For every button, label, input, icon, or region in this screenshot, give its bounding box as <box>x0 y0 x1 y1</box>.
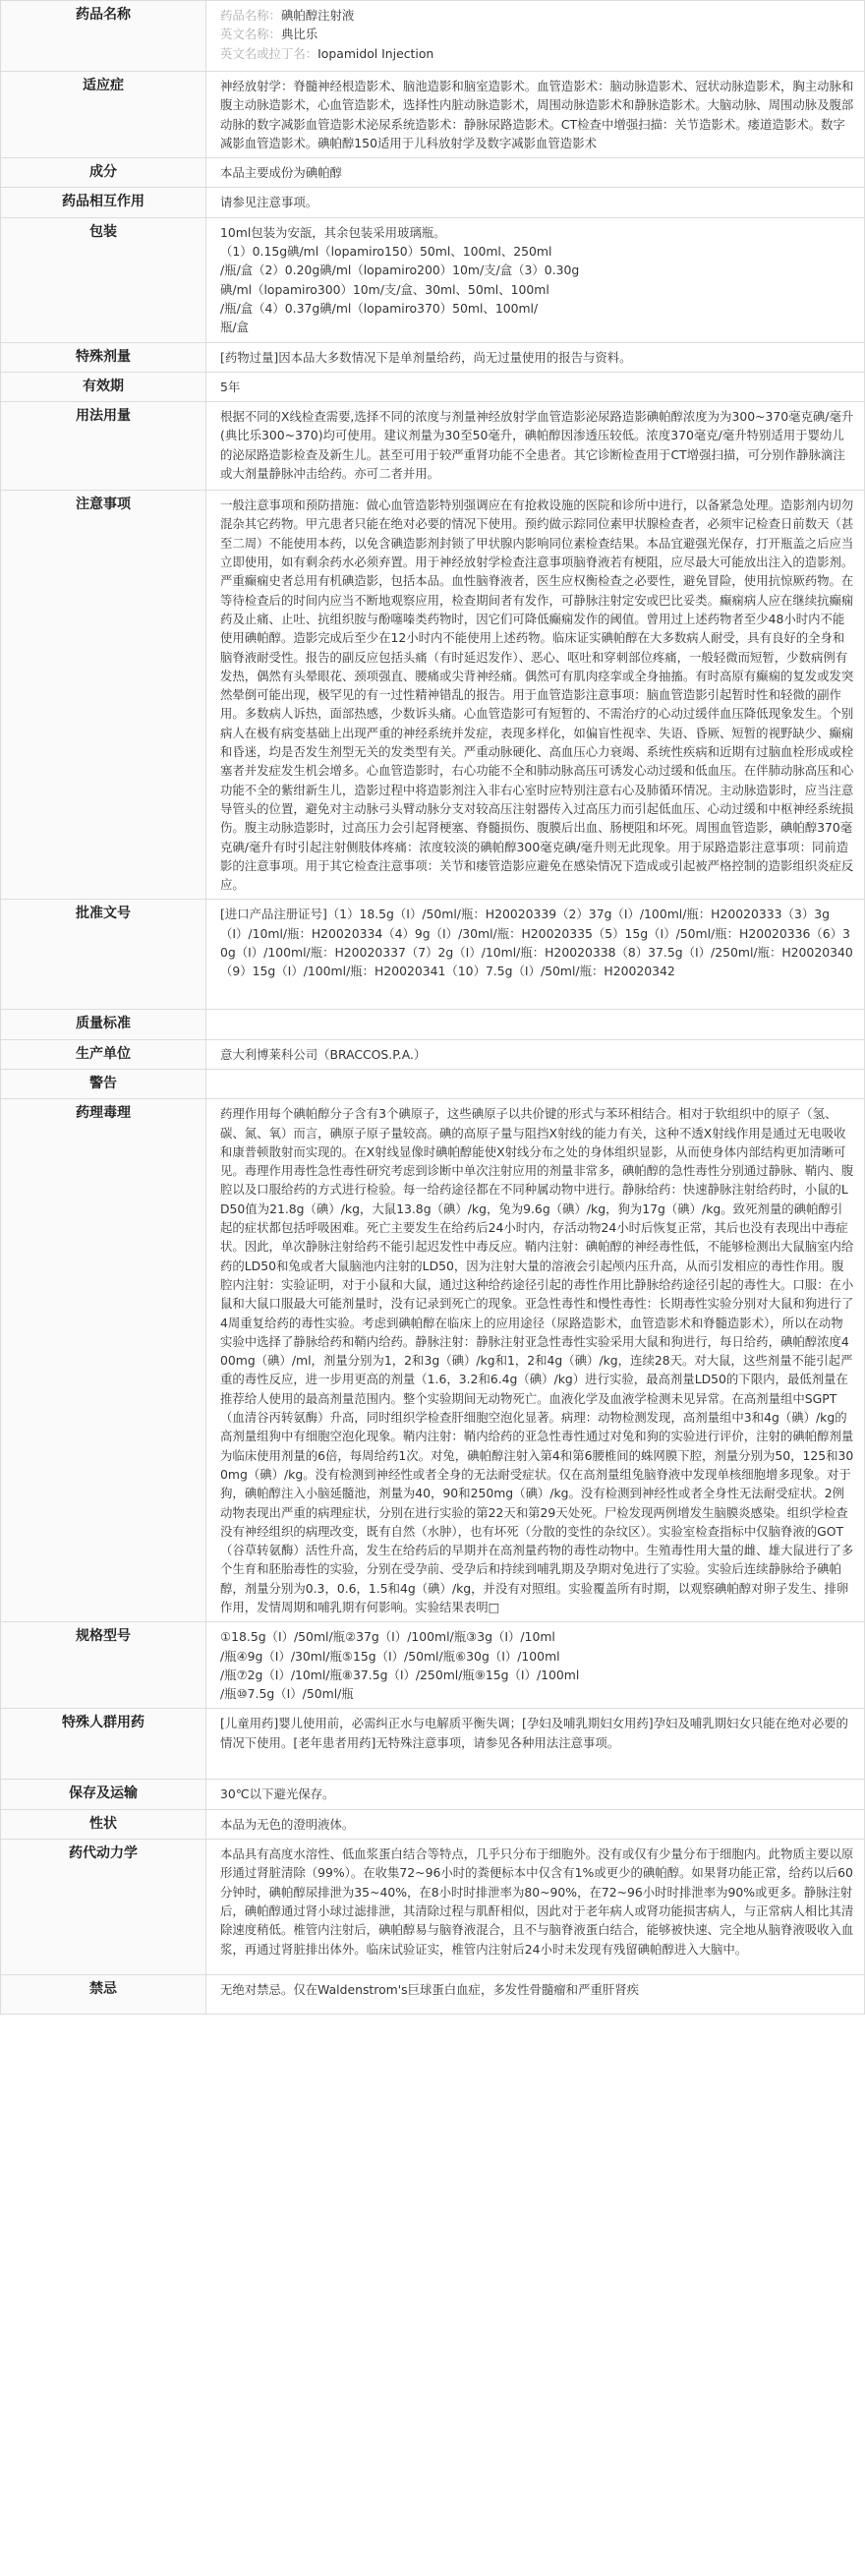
value-line <box>220 261 854 279</box>
row-packaging <box>1 217 865 342</box>
field-label: 性状 <box>1 1809 206 1839</box>
value-line <box>220 318 854 336</box>
value-line <box>220 25 854 43</box>
field-label: 包装 <box>1 217 206 342</box>
sub-value: （1）0.15g碘/ml（lopamiro150）50ml、100ml、250ml <box>220 244 552 260</box>
field-label: 成分 <box>1 158 206 188</box>
value-line <box>220 299 854 318</box>
field-value: 30℃以下避光保存。 <box>206 1780 865 1809</box>
field-label: 注意事项 <box>1 491 206 900</box>
field-value: 意大利博莱科公司（BRACCOS.P.A.） <box>206 1039 865 1069</box>
value-line <box>220 6 854 25</box>
value-line <box>220 1666 854 1684</box>
field-label: 禁忌 <box>1 1975 206 2015</box>
value-line <box>220 1647 854 1666</box>
row-contraindications <box>1 1975 865 2015</box>
field-value: 本品主要成份为碘帕醇 <box>206 158 865 188</box>
sub-label: 英文名或拉丁名： <box>220 45 318 61</box>
sub-value: 典比乐 <box>280 27 318 42</box>
row-name <box>1 1 865 72</box>
value-line <box>220 44 854 63</box>
sub-value: ①18.5g（I）/50ml/瓶②37g（I）/100ml/瓶③3g（I）/10ml <box>220 1629 555 1645</box>
sub-value: 10ml包装为安瓿，其余包装采用玻璃瓶。 <box>220 224 446 240</box>
field-value <box>206 1010 865 1039</box>
field-value: [进口产品注册证号]（1）18.5g（I）/50ml/瓶：H20020339（2）37g（I）/100ml/瓶：H20020333（3）3g（I）/10ml/瓶：H20020334（4）9g（I）/30ml/瓶：H20020335（5）15g（I）/50ml/瓶：H20020336（6）30g（I）/100ml/瓶：H20020337（7）2g（I）/10ml/瓶：H20020338（8）37.5g（I）/250ml/瓶：H20020340（9）15g（I）/100ml/瓶：H20020341（10）7.5g（I）/50ml/瓶：H20020342 <box>206 900 865 1010</box>
field-value: 药理作用每个碘帕醇分子含有3个碘原子，这些碘原子以共价键的形式与苯环相结合。相对于软组织中的原子（氢、碳、氮、氧）而言，碘原子原子量较高。碘的高原子量与阻挡X射线的能力有关，这种不透X射线作用是通过无电吸收和康普顿散射而实现的。在X射线显像时碘帕醇能使X射线分布之处的身体组织显影，从而使身体内部结构更加清晰可见。毒理作用毒性急性毒性研究考虑到诊断中单次注射应用的剂量非常多，碘帕醇的急性毒性分别通过静脉、鞘内、腹腔以及口服给药的方式进行检验。每一给药途径都在不同种属动物中进行。静脉给药：快速静脉注射给药时，小鼠的LD50值为21.8g（碘）/kg，大鼠13.8g（碘）/kg，兔为9.6g（碘）/kg，狗为17g（碘）/kg。致死剂量的碘帕醇引起的症状都包括呼吸困难。死亡主要发生在给药后24小时内，存活动物24小时后恢复正常，其后也没有表现出中毒症状。因此，单次静脉注射给药不能引起迟发性中毒反应。鞘内注射：碘帕醇的神经毒性低，不能够检测出大鼠脑室内给药的LD50和兔或者大鼠脑池内注射的LD50，因为注射大量的溶液会引起颅内压升高，从而引发相应的毒性作用。腹腔内注射：实验证明，对于小鼠和大鼠，通过这种给药途径引起的毒性作用比静脉给药途径引起的毒性大。口服：在小鼠和大鼠口服最大可能剂量时，没有记录到死亡的现象。亚急性毒性和慢性毒性：长期毒性实验分别对大鼠和狗进行了4周重复给药的毒性实验。考虑到碘帕醇在临床上的应用途径（尿路造影术，血管造影术和脊髓造影术），所以在动物实验中选择了静脉给药和鞘内给药。静脉注射：静脉注射亚急性毒性实验采用大鼠和狗进行，每日给药，碘帕醇浓度400mg（碘）/ml，剂量分别为1，2和3g（碘）/kg和1，2和4g（碘）/kg，连续28天。对大鼠，这些剂量不能引起严重的毒性反应，进一步用更高的剂量（1.6，3.2和6.4g（碘）/kg）进行实验，最高剂量LD50的下限内，最低剂量在推荐给人使用的最高剂量范围内。整个实验期间无动物死亡。血液化学及血液学检测未见异常。在高剂量组中SGPT（血清谷丙转氨酶）升高，同时组织学检查肝细胞空泡化显著。病理：动物检测发现，高剂量组中3和4g（碘）/kg的高剂量组狗中有细胞空泡化现象。鞘内注射：鞘内给药的亚急性毒性通过对兔和狗的实验进行评价，注射的碘帕醇剂量为临床使用剂量的6倍，每周给药1次。对兔，碘帕醇注射入第4和第6腰椎间的蛛网膜下腔，剂量分别为50，125和300mg（碘）/kg。没有检测到神经性或者全身的无法耐受症状。仅在高剂量组兔脑脊液中发现单核细胞增多现象。对于狗，碘帕醇注入小脑延髓池，剂量为40，90和250mg（碘）/kg。没有检测到神经性或者全身性无法耐受症状。2例动物表现出严重的病理症状，分别在进行实验的第22天和第29天处死。尸检发现两例增发生脑膜炎感染。组织学检查没有神经组织的病理改变，既有自然（水肿），也有坏死（分散的变性的杂纹区）。实验室检查指标中仅脑脊液的GOT（谷草转氨酶）活性升高，发生在给药后的早期并在高剂量药物的毒性动物中。生殖毒性用大量的雌、雄大鼠进行了多个生育和胚胎毒性的实验，分别在受孕前、受孕后和持续到哺乳期及孕期对兔进行了实验。实验后连续静脉给予碘帕醇，剂量分别为0.3，0.6，1.5和4g（碘）/kg，并没有对照组。实验覆盖所有时期，以观察碘帕醇对卵子发生、排卵作用，发情周期和哺乳期有何影响。实验结果表明□ <box>206 1099 865 1622</box>
value-line <box>220 242 854 261</box>
field-label: 质量标准 <box>1 1010 206 1039</box>
field-value <box>206 1069 865 1098</box>
row-special-populations <box>1 1709 865 1780</box>
field-value: 一般注意事项和预防措施：做心血管造影特别强调应在有抢救设施的医院和诊所中进行，以备紧急处理。造影剂内切勿混杂其它药物。甲亢患者只能在绝对必要的情况下使用。预约做示踪同位素甲状腺检查者，必须牢记检查日前数天（甚至二周）不能使用本药，以免含碘造影剂封锁了甲状腺内影响同位素检查结果。本品宜避强光保存，打开瓶盖之后应当立即使用，如有剩余药水必须弃置。用于神经放射学检查注意事项脑脊液若有梗阻，应尽最大可能放出注入的造影剂。严重癫痫史者总用有机碘造影，包括本品。血性脑脊液者，医生应权衡检查之必要性，避免冒险，使用抗惊厥药物。在等待检查后的时间内应当不断地观察应用，检查期间者有发作，可静脉注射定安或巴比妥类。癫痫病人应在继续抗癫痫药及止痛、止吐、抗组织胺与酚噻嗪类药物时，因它们可降低癫痫发作的阈值。曾用过上述药物者至少48小时内不能使用碘帕醇。造影完成后至少在12小时内不能使用上述药物。临床证实碘帕醇在大多数病人耐受，具有良好的全身和脑脊液耐受性。报告的副反应包括头痛（有时延迟发作）、恶心、呕吐和穿刺部位疼痛，一般轻微而短暂，少数病例有发热，偶然有头晕眼花、颈项强直、腰痛或尖背神经痛。偶然可有肌肉痉挛或全身抽搐。有时高原有癫痫的复发或发突然晕倒可能出现，极罕见的有一过性精神错乱的报告。用于血管造影注意事项：脑血管造影引起暂时性和轻微的副作用。多数病人诉热，面部热感，少数诉头痛。心血管造影可有短暂的、不需治疗的心动过缓伴血压降低现象发生。个别病人在极有病变基础上出现严重的神经系统并发症，表现多样化，如偏盲性视幸、失语、昏厥、短暂的视野缺少、癫痫和昏迷，均是否发生剂型无关的发类型有关。严重动脉硬化、高血压心力衰竭、系统性疾病和近期有过脑血栓形成或栓塞者并发症发生机会增多。心血管造影时，右心功能不全和肺动脉高压可诱发心动过缓和低血压。在伴肺动脉高压和心功能不全的紫绀新生儿，造影过程中将造影剂注入非右心室时应特别注意右心及肺循环情况。主动脉造影时，应当注意导管头的位置，避免对主动脉弓头臂动脉分支对较高压注射器传入过高压力而引起低血压、心动过缓和中枢神经系统损伤。腹主动脉造影时，过高压力会引起肾梗塞、脊髓损伤、腹膜后出血、肠梗阻和坏死。周围血管造影，碘帕醇370毫克碘/毫升有时引起注射侧肢体疼痛：浓度较淡的碘帕醇300毫克碘/毫升则无此现象。用于尿路造影注意事项：同前造影的注意事项。用于其它检查注意事项：关节和瘘管造影应避免在感染情况下造成或引起被严格控制的造影组织炎症反应。 <box>206 491 865 900</box>
row-interactions <box>1 188 865 217</box>
sub-value: 碘帕醇注射液 <box>280 8 355 23</box>
field-label: 保存及运输 <box>1 1780 206 1809</box>
value-line <box>220 223 854 242</box>
sub-value: 碘/ml（lopamiro300）10m/支/盒、30ml、50ml、100ml <box>220 281 549 297</box>
field-value: 神经放射学：脊髓神经根造影术、脑池造影和脑室造影术。血管造影术：脑动脉造影术、冠状动脉造影术，胸主动脉和腹主动脉造影术，心血管造影术，选择性内脏动脉造影术，周围动脉造影术和静脉造影术。大脑动脉、周围动脉及腹部动脉的数字减影血管造影术泌尿系统造影术：静脉尿路造影术。CT检查中增强扫描：关节造影术。瘘道造影术。数字减影血管造影术。碘帕醇150适用于儿科放射学及数字减影血管造影术 <box>206 72 865 158</box>
field-value: 5年 <box>206 372 865 401</box>
field-value <box>206 1622 865 1709</box>
field-label: 用法用量 <box>1 402 206 491</box>
row-appearance <box>1 1809 865 1839</box>
field-value: [药物过量]因本品大多数情况下是单剂量给药，尚无过量使用的报告与资料。 <box>206 342 865 372</box>
sub-value: 瓶/盒 <box>220 320 249 335</box>
field-value: 无绝对禁忌。仅在Waldenstrom's巨球蛋白血症，多发性骨髓瘤和严重肝肾疾 <box>206 1975 865 2015</box>
row-special-dosage <box>1 342 865 372</box>
field-value: 根据不同的X线检查需要,选择不同的浓度与剂量神经放射学血管造影泌尿路造影碘帕醇浓度为为300~370毫克碘/毫升(典比乐300~370)均可使用。建议剂量为30至50毫升，碘帕醇因渗透压较低。浓度370毫克/毫升特别适用于婴幼儿的泌尿路造影检查及新生儿。甚至可用于较严重肾功能不全患者。其它诊断检查用于CT增强扫描，可分别作静脉滴注或大剂量静脉冲击给药。亦可二者并用。 <box>206 402 865 491</box>
sub-value: /瓶⑩7.5g（I）/50ml/瓶 <box>220 1686 354 1702</box>
sub-label: 药品名称： <box>220 8 281 23</box>
field-label: 特殊剂量 <box>1 342 206 372</box>
field-label: 有效期 <box>1 372 206 401</box>
sub-value: /瓶⑦2g（I）/10ml/瓶⑧37.5g（I）/250ml/瓶⑨15g（I）/100ml <box>220 1667 580 1682</box>
field-value: 本品为无色的澄明液体。 <box>206 1809 865 1839</box>
row-warning <box>1 1069 865 1098</box>
field-value: 本品具有高度水溶性、低血浆蛋白结合等特点，几乎只分布于细胞外。没有或仅有少量分布于细胞内。此物质主要以原形通过肾脏清除（99%）。在收集72~96小时的粪便标本中仅含有1%或更少的碘帕醇。如果肾功能正常，给药以后60分钟时，碘帕醇尿排泄为35~40%，在8小时时排泄率为80~90%，在72~96小时时排泄率为90%或更多。静脉注射后，碘帕醇通过肾小球过滤排泄，其清除过程与肌酐相似，因此对于老年病人或肾功能损害病人，与正常病人相比其清除速度稍低。椎管内注射后，碘帕醇易与脑脊液混合，且不与脑脊液蛋白结合，能够被快速、完全地从脑脊液吸收入血浆，再通过肾脏排出体外。临床试验证实，椎管内注射后24小时未发现有残留碘帕醇进入大脑中。 <box>206 1840 865 1975</box>
row-ingredients <box>1 158 865 188</box>
field-label: 适应症 <box>1 72 206 158</box>
field-label: 批准文号 <box>1 900 206 1010</box>
row-approval-number <box>1 900 865 1010</box>
field-value <box>206 217 865 342</box>
field-label: 药理毒理 <box>1 1099 206 1622</box>
value-line <box>220 1684 854 1703</box>
value-line <box>220 1627 854 1646</box>
row-validity <box>1 372 865 401</box>
field-label: 药品名称 <box>1 1 206 72</box>
field-label: 生产单位 <box>1 1039 206 1069</box>
field-value: [儿童用药]婴儿使用前，必需纠正水与电解质平衡失调；[孕妇及哺乳期妇女用药]孕妇及哺乳期妇女只能在绝对必要的情况下使用。[老年患者用药]无特殊注意事项，请参见各种用法注意事项。 <box>206 1709 865 1780</box>
row-quality-standard <box>1 1010 865 1039</box>
field-value: 请参见注意事项。 <box>206 188 865 217</box>
field-label: 药品相互作用 <box>1 188 206 217</box>
field-label: 规格型号 <box>1 1622 206 1709</box>
row-specifications <box>1 1622 865 1709</box>
sub-value: /瓶④9g（I）/30ml/瓶⑤15g（I）/50ml/瓶⑥30g（I）/100ml <box>220 1648 560 1664</box>
sub-label: 英文名称： <box>220 27 281 42</box>
value-line <box>220 280 854 299</box>
sub-value: /瓶/盒（4）0.37g碘/ml（lopamiro370）50ml、100ml/ <box>220 300 539 316</box>
row-indications <box>1 72 865 158</box>
row-precautions <box>1 491 865 900</box>
row-dosage <box>1 402 865 491</box>
row-manufacturer <box>1 1039 865 1069</box>
sub-value: Iopamidol Injection <box>317 45 434 61</box>
field-label: 特殊人群用药 <box>1 1709 206 1780</box>
sub-value: /瓶/盒（2）0.20g碘/ml（lopamiro200）10m/支/盒（3）0.30g <box>220 263 580 278</box>
row-pharmacology <box>1 1099 865 1622</box>
field-value <box>206 1 865 72</box>
field-label: 警告 <box>1 1069 206 1098</box>
field-label: 药代动力学 <box>1 1840 206 1975</box>
row-pharmacokinetics <box>1 1840 865 1975</box>
row-storage <box>1 1780 865 1809</box>
